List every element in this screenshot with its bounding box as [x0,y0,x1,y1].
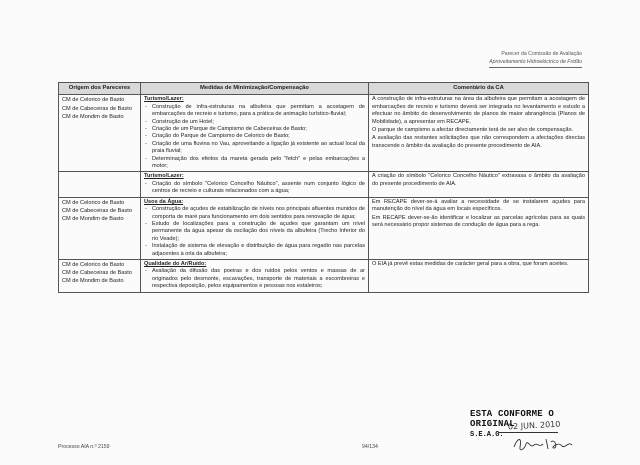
header-line1: Parecer da Comissão de Avaliação [501,51,582,57]
measure-item: - Construção de um Hotel; [152,119,365,126]
table-header-row [59,83,589,95]
stamp-title: ESTA CONFORME O ORIGINAL [470,409,555,429]
measure-item: - Avaliação da difusão das poeiras e dos ruídos pelos ventos e massas de ar originados pelo desmonte, escavações, transporte de materiais a escombreiras e respectiva deposição, pelos equipamentos e pessoas nos estaleiros; [152,268,365,290]
measures-cell [141,172,369,197]
measure-item: - Construção de açudes de estabilização de níveis nos principais afluentes munidos de comporta de maré para funcionamento em dois sentidos para renovação de água; [152,206,365,221]
process-number: Processo AIA n.º 2159 [58,444,110,450]
column-header-measures: Medidas de Minimização/Compensação [141,83,369,95]
table-row [59,197,589,259]
measure-item: - Criação de um Parque de Campismo de Cabeceiras de Basto; [152,126,365,133]
origin-entry: CM de Celorico de Basto [62,97,125,104]
comment-paragraph: O EIA já prevê estas medidas de carácter geral para a obra, que foram aceites. [372,260,569,267]
measure-item: - Estudo de localizações para a construção de açudes que garantam um nível permanente da água apesar da oscilação dos níveis da albufeira (Trecho Inferior do rio Veade); [152,221,365,243]
comment-cell [369,197,589,259]
measure-item: - Criação do Parque de Campismo de Celorico de Basto; [152,133,365,140]
section-title: Qualidade do Ar/Ruído: [144,260,207,267]
origin-cell [59,172,141,197]
measure-item: - Criação de uma fluvina no Vau, aproveitando a ligação já existente ao actual local da praia fluvial; [152,141,365,156]
table-row [59,172,589,197]
comment-paragraph: A avaliação das restantes solicitações que não correspondem a afectações directas transcende o âmbito da avaliação do presente procedimento de AIA. [372,135,585,149]
comment-paragraph: O parque de campismo a afectar directamente terá de ser alvo de compensação. [372,127,574,134]
comment-paragraph: Em RECAPE dever-se-ão identificar e localizar as parcelas agrícolas para as quais será necessário propor sistemas de condução de água para a rega. [372,214,585,228]
signature-icon [510,433,580,455]
comment-paragraph: A construção de infra-estruturas na área da albufeira que permitam a acostagem de embarcações de recreio e turismo deverá ser integrada no levantamento e estudo a efectuar no âmbito do desenvolvimento de planos de maior abrangência (Planos de Mobilidade), a apresentar em RECAPE. [372,96,585,125]
column-header-origin: Origem dos Pareceres [59,83,141,95]
origin-entry: CM de Mondim de Basto [62,113,124,120]
origin-entry: CM de Cabeceiras de Basto [62,270,132,277]
comment-cell [369,95,589,172]
stamp-date: 02 JUN. 2010 [507,419,561,432]
table-row [59,259,589,292]
measure-item: - Criação do símbolo "Celorico Concelho Náutico", assente num conjunto lógico de centros de recreio e culturais relacionados com a água; [152,181,365,196]
measures-cell [141,95,369,172]
origin-entry: CM de Mondim de Basto [62,216,124,223]
section-title: Turismo/Lazer: [144,96,184,103]
column-header-comment: Comentário da CA [369,83,589,95]
comment-paragraph: A criação do símbolo "Celorico Concelho Náutico" extravasa o âmbito da avaliação do presente procedimento de AIA. [372,173,585,187]
stamp-org: S.E.A.G. [470,431,504,439]
origin-entry: CM de Cabeceiras de Basto [62,207,132,214]
origin-entry: CM de Celorico de Basto [62,261,125,268]
page-number: 94/134 [362,444,378,450]
page-header [489,50,582,68]
measure-item: - Instalação de sistema de elevação e distribuição de água para regadio nas parcelas adjacentes à orla da albufeira; [152,243,365,258]
comment-cell [369,172,589,197]
comment-paragraph: Em RECAPE dever-se-á avaliar a necessidade de se instalarem açudes para manutenção do nível da água em locais específicos. [372,198,585,213]
section-title: Usos da Água: [144,198,184,205]
origin-cell [59,95,141,172]
origin-entry: CM de Mondim de Basto [62,278,124,285]
measures-cell [141,259,369,292]
section-title: Turismo/Lazer: [144,173,184,180]
header-line2: Aproveitamento Hidroeléctrico de Fridão [489,58,582,68]
origin-entry: CM de Celorico de Basto [62,199,125,206]
measures-cell [141,197,369,259]
comment-cell [369,259,589,292]
measure-item: - Construção de infra-estruturas na albufeira que permitam a acostagem de embarcações de recreio e turismo, para a prática de animação turístico-fluvial; [152,104,365,119]
origin-cell [59,197,141,259]
origin-entry: CM de Cabeceiras de Basto [62,105,132,112]
origin-cell [59,259,141,292]
table-row [59,95,589,172]
conformity-stamp [470,409,590,457]
measure-item: - Determinação dos efeitos da mareta gerada pelo "fetch" e pelas embarcações a motor; [152,156,365,171]
measures-table [58,82,589,293]
